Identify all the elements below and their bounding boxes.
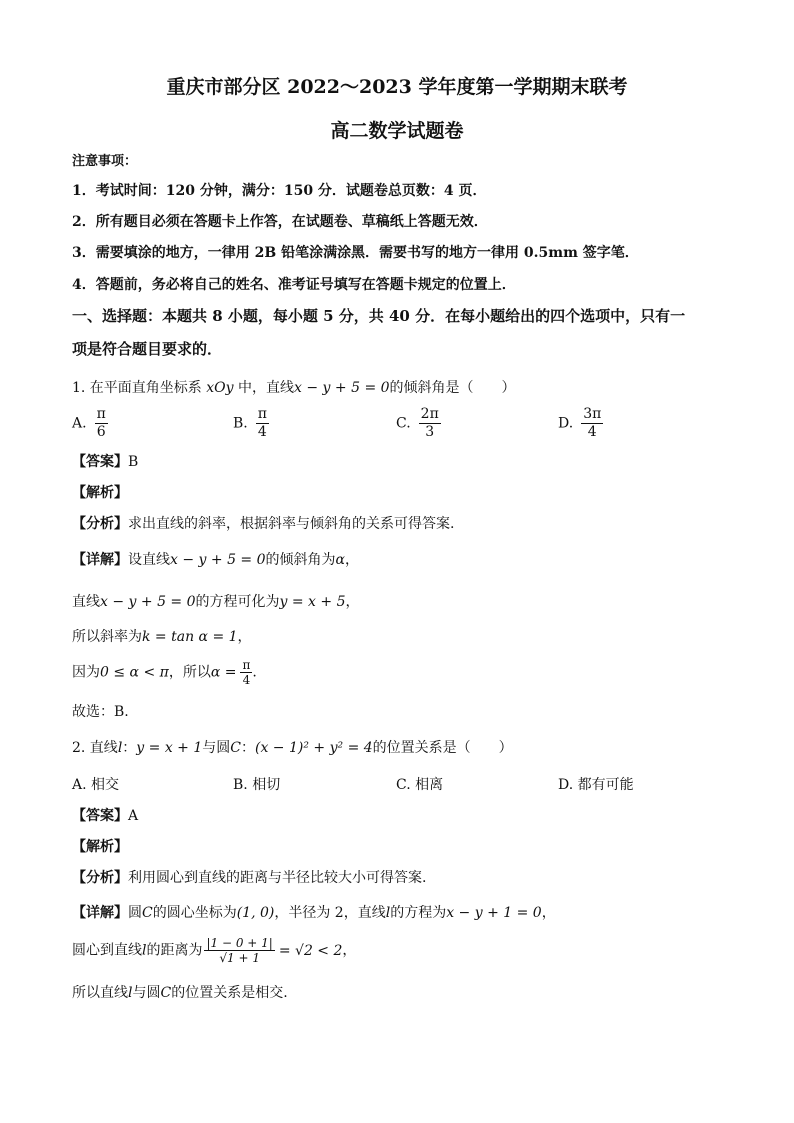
q2-answer: 【答案】A [72, 808, 139, 824]
q2-option-a: A. 相交 [72, 777, 120, 793]
q2-analysis-tag: 【解析】 [72, 839, 128, 855]
q2-option-c: C. 相离 [396, 777, 444, 793]
q1-conclusion: 故选：B. [72, 704, 129, 720]
q1-option-c-fraction: $\frac{2\pi}{3}$ [420, 406, 439, 440]
exam-title: 重庆市部分区 2022～2023 学年度第一学期期末联考 [166, 76, 628, 98]
q1-option-d: D. $\frac{3\pi}{4}$ [558, 406, 602, 440]
section-heading-line2: 项是符合题目要求的． [72, 340, 223, 358]
q1-option-a-fraction: $\frac{\pi}{6}$ [96, 406, 106, 440]
q1-xiangjie-line2: 直线x − y + 5 = 0的方程可化为y = x + 5， [72, 594, 360, 610]
q1-option-b: B. $\frac{\pi}{4}$ [233, 406, 267, 440]
q2-stem: 2. 直线l：y = x + 1与圆C：(x − 1)² + y² = 4的位置关系是（ ） [72, 740, 513, 756]
q1-option-d-fraction: $\frac{3\pi}{4}$ [583, 406, 602, 440]
q2-xiangjie-line2: 圆心到直线l的距离为 $\frac{|1 - 0 + 1|}{√1 + 1}$ = √2 < 2， [72, 936, 357, 965]
exam-subtitle: 高二数学试题卷 [330, 120, 464, 142]
notice-item-1: 1．考试时间：120 分钟，满分：150 分．试题卷总页数：4 页． [72, 183, 487, 199]
notice-item-3: 3．需要填涂的地方，一律用 2B 铅笔涂满涂黑．需要书写的地方一律用 0.5mm 签字笔． [72, 245, 639, 261]
q1-option-a: A. $\frac{\pi}{6}$ [72, 406, 106, 440]
q1-analysis-tag: 【解析】 [72, 485, 128, 501]
q1-alpha-fraction: $\frac{\pi}{4}$ [242, 658, 251, 687]
notice-item-4: 4．答题前，务必将自己的姓名、准考证号填写在答题卡规定的位置上． [72, 277, 516, 293]
q2-fenxi: 【分析】利用圆心到直线的距离与半径比较大小可得答案. [72, 870, 427, 886]
q1-xiangjie-line4: 因为0 ≤ α < π，所以α = $\frac{\pi}{4}$ . [72, 658, 257, 687]
q1-fenxi: 【分析】求出直线的斜率，根据斜率与倾斜角的关系可得答案. [72, 516, 455, 532]
notice-heading: 注意事项： [72, 154, 138, 169]
q1-xiangjie-line1: 【详解】设直线x − y + 5 = 0的倾斜角为α， [72, 552, 359, 568]
q2-xiangjie-line3: 所以直线l与圆C的位置关系是相交. [72, 985, 288, 1001]
notice-item-2: 2．所有题目必须在答题卡上作答，在试题卷、草稿纸上答题无效． [72, 214, 488, 230]
q1-answer: 【答案】B [72, 454, 139, 470]
q1-option-b-fraction: $\frac{\pi}{4}$ [257, 406, 267, 440]
q2-option-d: D. 都有可能 [558, 777, 634, 793]
q1-option-c: C. $\frac{2\pi}{3}$ [396, 406, 439, 440]
q2-xiangjie-line1: 【详解】圆C的圆心坐标为(1, 0)，半径为 2，直线l的方程为x − y + 1 = 0， [72, 905, 556, 921]
q2-distance-fraction: $\frac{|1 - 0 + 1|}{√1 + 1}$ [206, 936, 273, 965]
q1-xiangjie-line3: 所以斜率为k = tan α = 1， [72, 629, 252, 645]
q1-stem: 1. 在平面直角坐标系 xOy 中，直线x − y + 5 = 0的倾斜角是（ ） [72, 380, 516, 396]
section-heading-line1: 一、选择题：本题共 8 小题，每小题 5 分，共 40 分．在每小题给出的四个选项中，只有一 [72, 307, 686, 325]
q2-option-b: B. 相切 [233, 777, 281, 793]
